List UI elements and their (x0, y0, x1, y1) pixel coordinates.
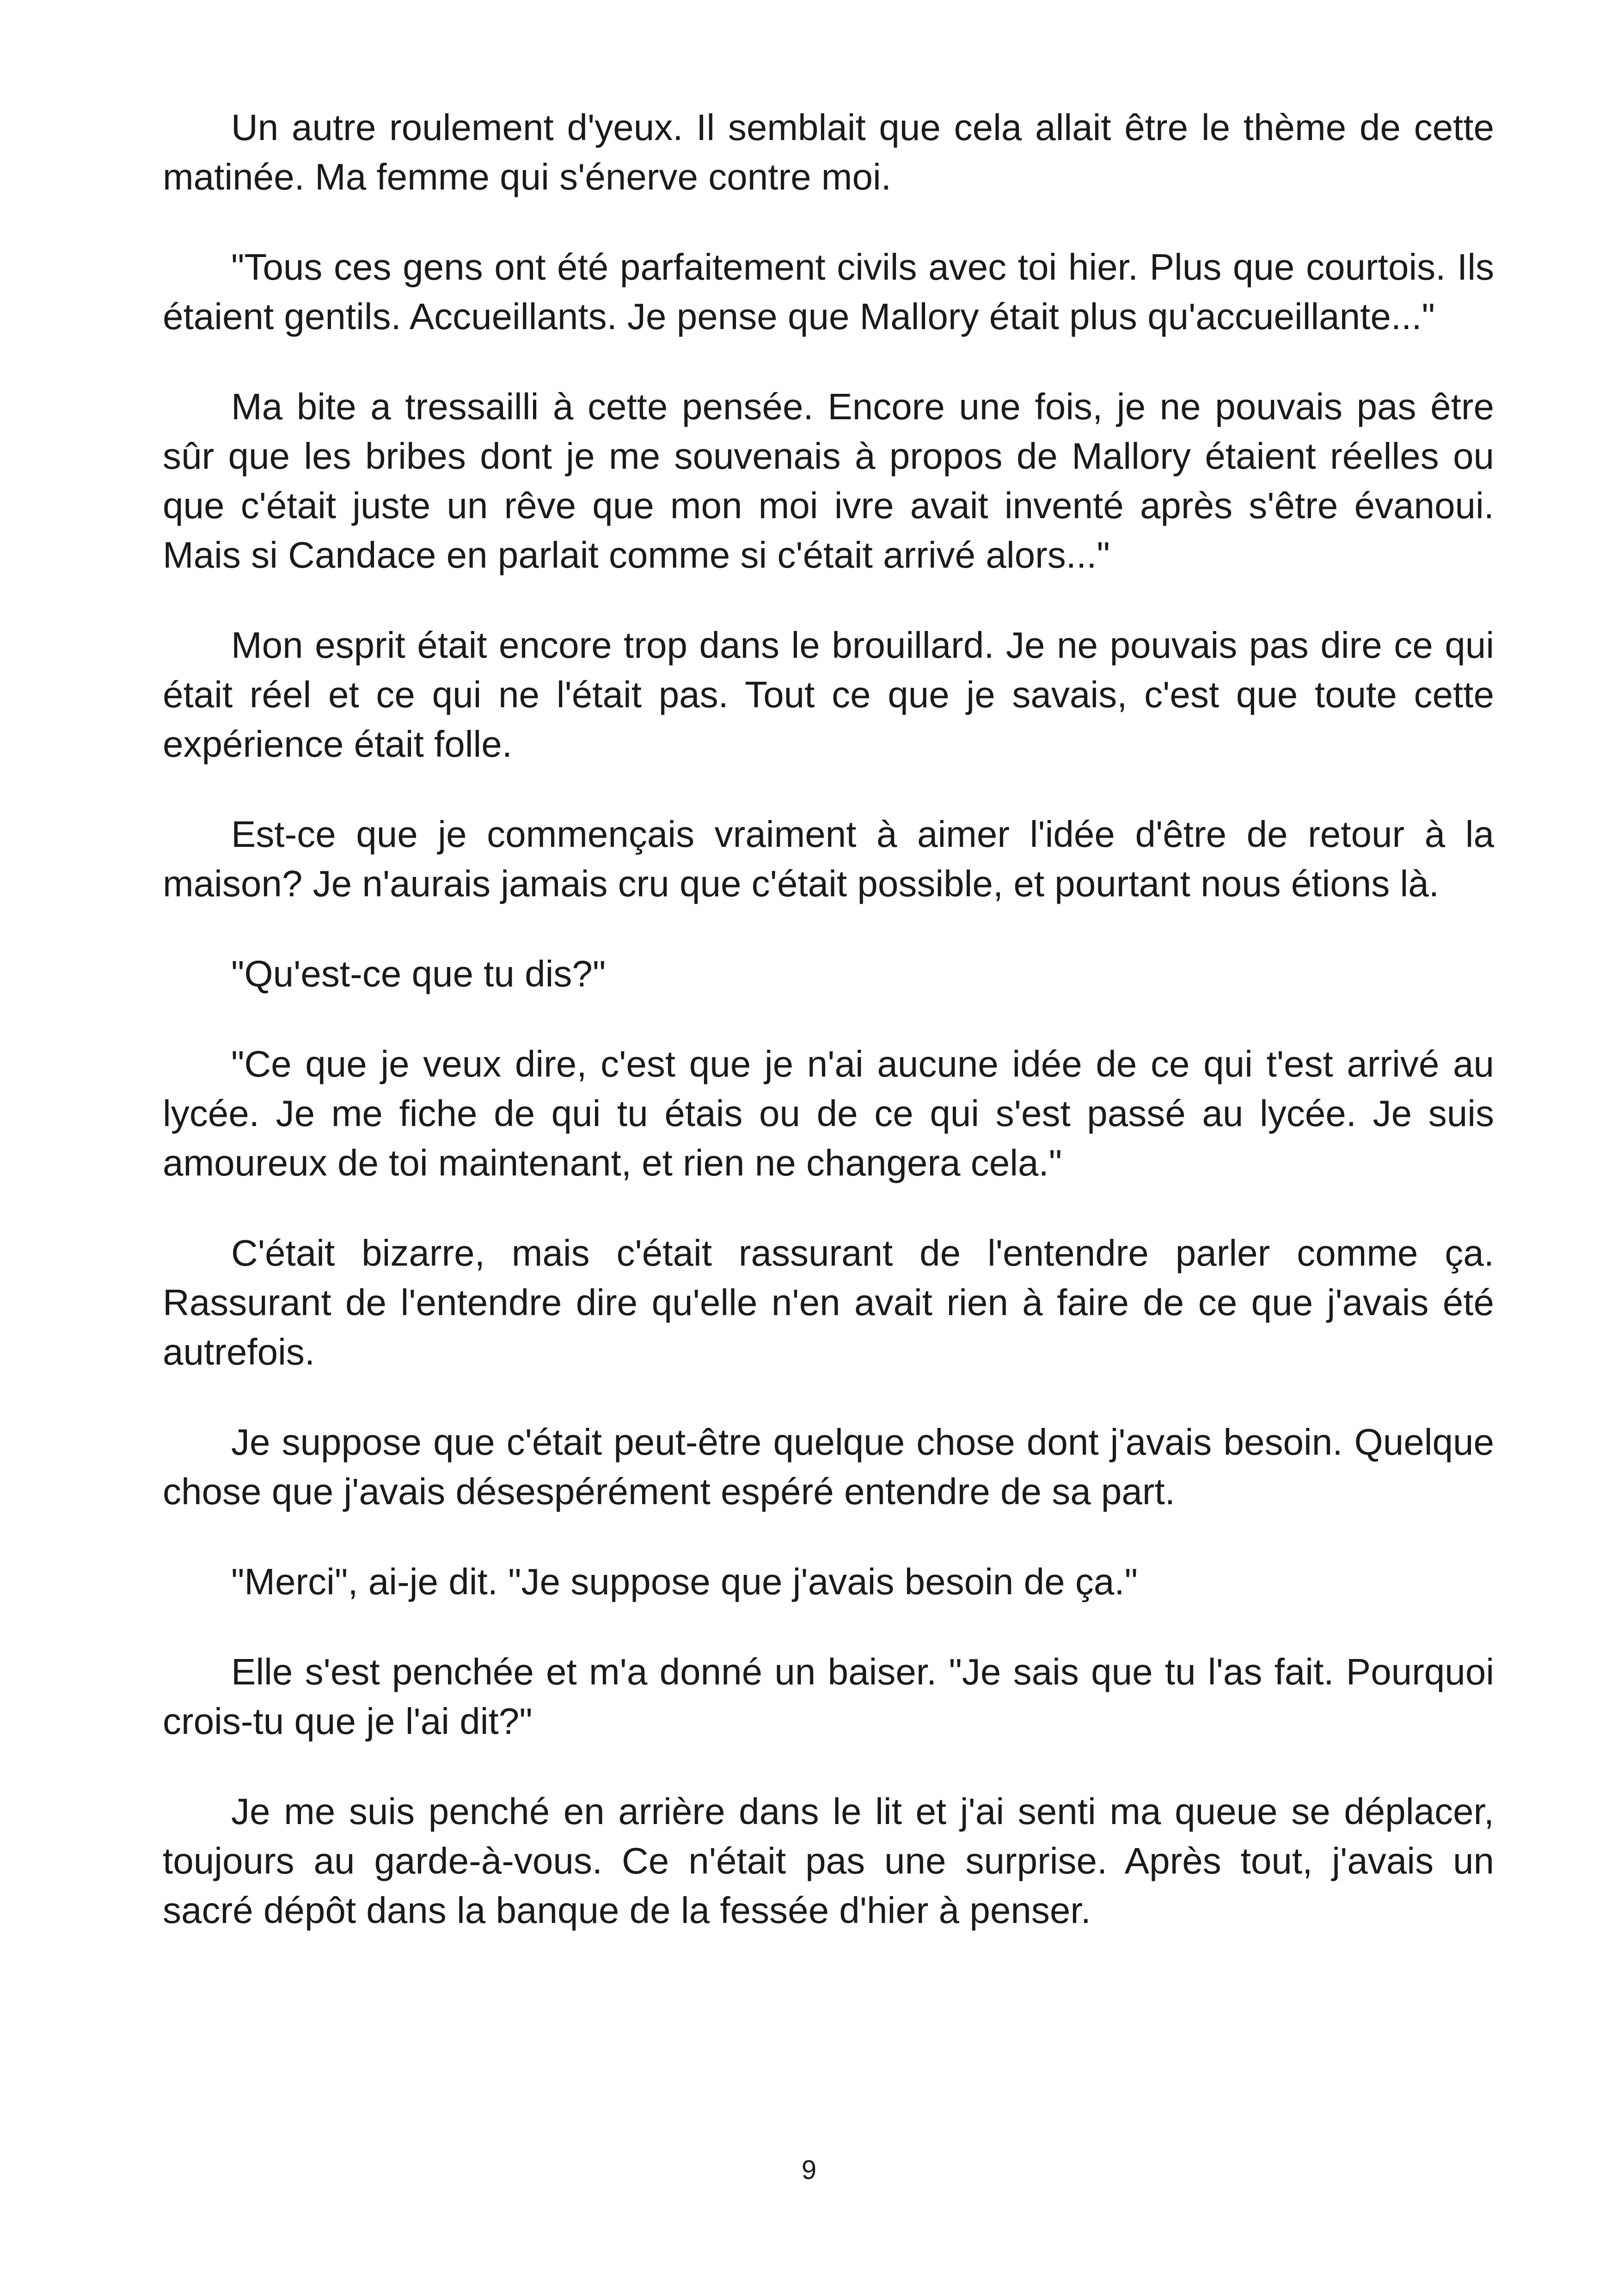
paragraph: "Ce que je veux dire, c'est que je n'ai aucune idée de ce qui t'est arrivé au lycée. Je me fiche de qui tu étais ou de ce qui s'est passé au lycée. Je suis amoureux de toi maintenant, et rien ne changera cela." (163, 1043, 1494, 1183)
paragraph: Elle s'est penchée et m'a donné un baiser. "Je sais que tu l'as fait. Pourquoi crois-tu que je l'ai dit?" (163, 1651, 1494, 1742)
paragraph: Je suppose que c'était peut-être quelque chose dont j'avais besoin. Quelque chose que j'avais désespérément espéré entendre de sa part. (163, 1421, 1494, 1512)
paragraph: Mon esprit était encore trop dans le brouillard. Je ne pouvais pas dire ce qui était réel et ce qui ne l'était pas. Tout ce que je savais, c'est que toute cette expérience était folle. (163, 625, 1494, 765)
paragraph: Est-ce que je commençais vraiment à aimer l'idée d'être de retour à la maison? Je n'aurais jamais cru que c'était possible, et pourtant nous étions là. (163, 814, 1494, 904)
paragraph: Ma bite a tressailli à cette pensée. Encore une fois, je ne pouvais pas être sûr que les bribes dont je me souvenais à propos de Mallory étaient réelles ou que c'était juste un rêve que mon moi ivre avait inventé après s'être évanoui. Mais si Candace en parlait comme si c'était arrivé alors..." (163, 386, 1494, 576)
paragraph: "Tous ces gens ont été parfaitement civils avec toi hier. Plus que courtois. Ils étaient gentils. Accueillants. Je pense que Mallory était plus qu'accueillante..." (163, 246, 1494, 337)
paragraph: C'était bizarre, mais c'était rassurant de l'entendre parler comme ça. Rassurant de l'entendre dire qu'elle n'en avait rien à faire de ce que j'avais été autrefois. (163, 1232, 1494, 1372)
page-number: 9 (801, 2155, 817, 2185)
paragraph: Un autre roulement d'yeux. Il semblait que cela allait être le thème de cette matinée. Ma femme qui s'énerve contre moi. (163, 107, 1494, 197)
paragraph: "Qu'est-ce que tu dis?" (231, 953, 606, 994)
paragraph: Je me suis penché en arrière dans le lit et j'ai senti ma queue se déplacer, toujours au garde-à-vous. Ce n'était pas une surprise. Après tout, j'avais un sacré dépôt dans la banque de la fessée d'hier à penser. (163, 1791, 1494, 1931)
body-text (163, 103, 1494, 1976)
paragraph: "Merci", ai-je dit. "Je suppose que j'avais besoin de ça." (231, 1561, 1138, 1602)
